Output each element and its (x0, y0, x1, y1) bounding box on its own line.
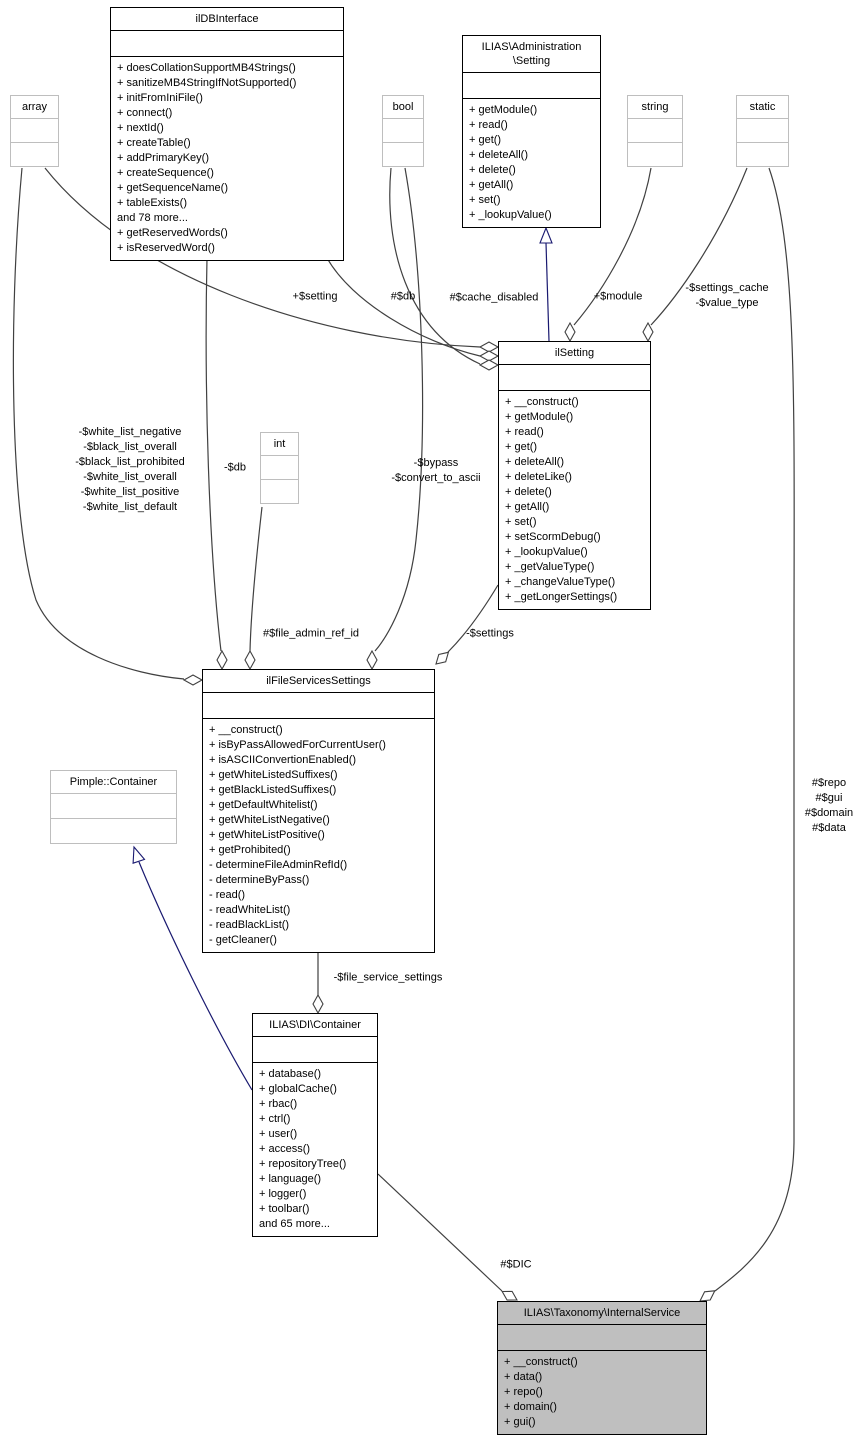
type-attributes-empty (628, 119, 682, 143)
class-attributes-empty (111, 31, 343, 57)
class-attributes-empty (253, 1037, 377, 1063)
class-title: Pimple::Container (51, 771, 176, 794)
class-title[interactable]: ILIAS\Administration \Setting (463, 36, 600, 73)
type-box-static (736, 95, 789, 167)
edge-bool-to-filesettings (375, 168, 423, 651)
class-title[interactable]: ilSetting (499, 342, 650, 365)
edge-label-module: +$module (593, 290, 643, 303)
type-title: string (628, 96, 682, 119)
type-title: static (737, 96, 788, 119)
class-title[interactable]: ilDBInterface (111, 8, 343, 31)
class-box-admin-setting[interactable] (462, 35, 601, 228)
aggregation-diamond-file-service-settings (313, 995, 323, 1013)
type-attributes-empty (383, 119, 423, 143)
type-box-array (10, 95, 59, 167)
edge-label-bypass: -$bypass -$convert_to_ascii (391, 457, 481, 484)
class-attributes-empty (498, 1325, 706, 1351)
class-methods: + __construct() + isByPassAllowedForCurrentUser() + isASCIIConvertionEnabled() + getWhiteListedSuffixes() + getBlackListedSuffixes() + getDefaultWhitelist() + getWhiteListNegative() + getWhiteListPositive() + getProhibited() - determineFileAdminRefId() - determineByPass() - read() - readWhiteList() - readBlackList() - getCleaner() (209, 724, 386, 946)
class-attributes-empty (51, 794, 176, 819)
aggregation-diamond-bypass (367, 651, 377, 669)
class-attributes-empty (463, 73, 600, 99)
class-box-ilfileservicessettings[interactable] (202, 669, 435, 953)
type-box-bool (382, 95, 424, 167)
edge-ilsetting-to-filesettings (448, 585, 498, 652)
aggregation-diamond-settings (436, 652, 448, 664)
aggregation-diamond-settings-cache (643, 323, 653, 341)
aggregation-diamond-module (565, 323, 575, 341)
class-methods: + __construct() + getModule() + read() + get() + deleteAll() + deleteLike() + delete() + getAll() + set() + setScormDebug() + _lookupValue() + _getValueType() + _changeValueType() + _getLongerSettings() (505, 396, 618, 603)
type-methods-empty (383, 143, 423, 166)
aggregation-diamond-db-fss (217, 651, 227, 669)
class-title: ILIAS\Taxonomy\InternalService (498, 1302, 706, 1325)
edge-label-db-to-ilsetting: #$db (390, 290, 416, 303)
inheritance-arrow-adminsetting (540, 228, 552, 243)
class-box-pimple-container (50, 770, 177, 844)
type-attributes-empty (11, 119, 58, 143)
edge-label-db-to-filesettings: -$db (223, 461, 247, 474)
type-methods-empty (737, 143, 788, 166)
edge-label-file-admin-ref-id: #$file_admin_ref_id (262, 627, 360, 640)
type-methods-empty (261, 480, 298, 503)
class-methods: + __construct() + data() + repo() + domain() + gui() (504, 1356, 578, 1428)
type-title: bool (383, 96, 423, 119)
class-title[interactable]: ILIAS\DI\Container (253, 1014, 377, 1037)
aggregation-diamond-cache-disabled (480, 360, 498, 370)
edge-label-settings: -$settings (466, 627, 514, 640)
edge-label-dic: #$DIC (500, 1258, 532, 1271)
edge-label-file-service-settings: -$file_service_settings (333, 971, 443, 984)
class-methods: + getModule() + read() + get() + deleteAll() + delete() + getAll() + set() + _lookupValue() (469, 104, 552, 221)
aggregation-diamond-dic (502, 1291, 517, 1300)
edge-ildb-to-filesettings (206, 258, 221, 651)
class-methods: + doesCollationSupportMB4Strings() + sanitizeMB4StringIfNotSupported() + initFromIniFile() + connect() + nextId() + createTable() + addPrimaryKey() + createSequence() + getSequenceName() + tableExists() and 78 more... + getReservedWords() + isReservedWord() (117, 62, 297, 254)
aggregation-diamond-taxonomy-members (700, 1291, 715, 1301)
class-box-ilsetting[interactable] (498, 341, 651, 610)
edge-label-white-lists: -$white_list_negative -$black_list_overall -$black_list_prohibited -$white_list_overall -$white_list_positive -$white_list_default (75, 426, 185, 513)
type-box-int (260, 432, 299, 504)
type-box-string (627, 95, 683, 167)
type-title: array (11, 96, 58, 119)
edge-dicontainer-to-internalservice (378, 1174, 502, 1291)
type-methods-empty (628, 143, 682, 166)
edge-ildb-to-ilsetting (327, 258, 480, 356)
edge-int-to-filesettings (250, 507, 262, 651)
aggregation-diamond-file-admin (245, 651, 255, 669)
type-attributes-empty (261, 456, 298, 480)
edge-ilsetting-inherits-adminsetting (546, 243, 549, 341)
class-box-internalservice-highlighted (497, 1301, 707, 1435)
inheritance-arrow-pimple (133, 847, 144, 863)
edge-static-to-internalservice (715, 168, 794, 1291)
aggregation-diamond-white-lists (184, 675, 202, 685)
class-attributes-empty (499, 365, 650, 391)
class-attributes-empty (203, 693, 434, 719)
edge-label-setting: +$setting (292, 290, 338, 303)
type-attributes-empty (737, 119, 788, 143)
class-methods-empty (51, 819, 176, 843)
class-methods: + database() + globalCache() + rbac() + ctrl() + user() + access() + repositoryTree() + language() + logger() + toolbar() and 65 more... (259, 1068, 347, 1230)
edge-label-taxonomy-members: #$repo #$gui #$domain #$data (804, 777, 854, 834)
type-methods-empty (11, 143, 58, 166)
type-title: int (261, 433, 298, 456)
class-title[interactable]: ilFileServicesSettings (203, 670, 434, 693)
edge-label-settings-cache: -$settings_cache -$value_type (685, 282, 769, 309)
edge-label-cache-disabled: #$cache_disabled (449, 291, 539, 304)
class-box-ildbinterface[interactable] (110, 7, 344, 261)
class-box-di-container[interactable] (252, 1013, 378, 1237)
